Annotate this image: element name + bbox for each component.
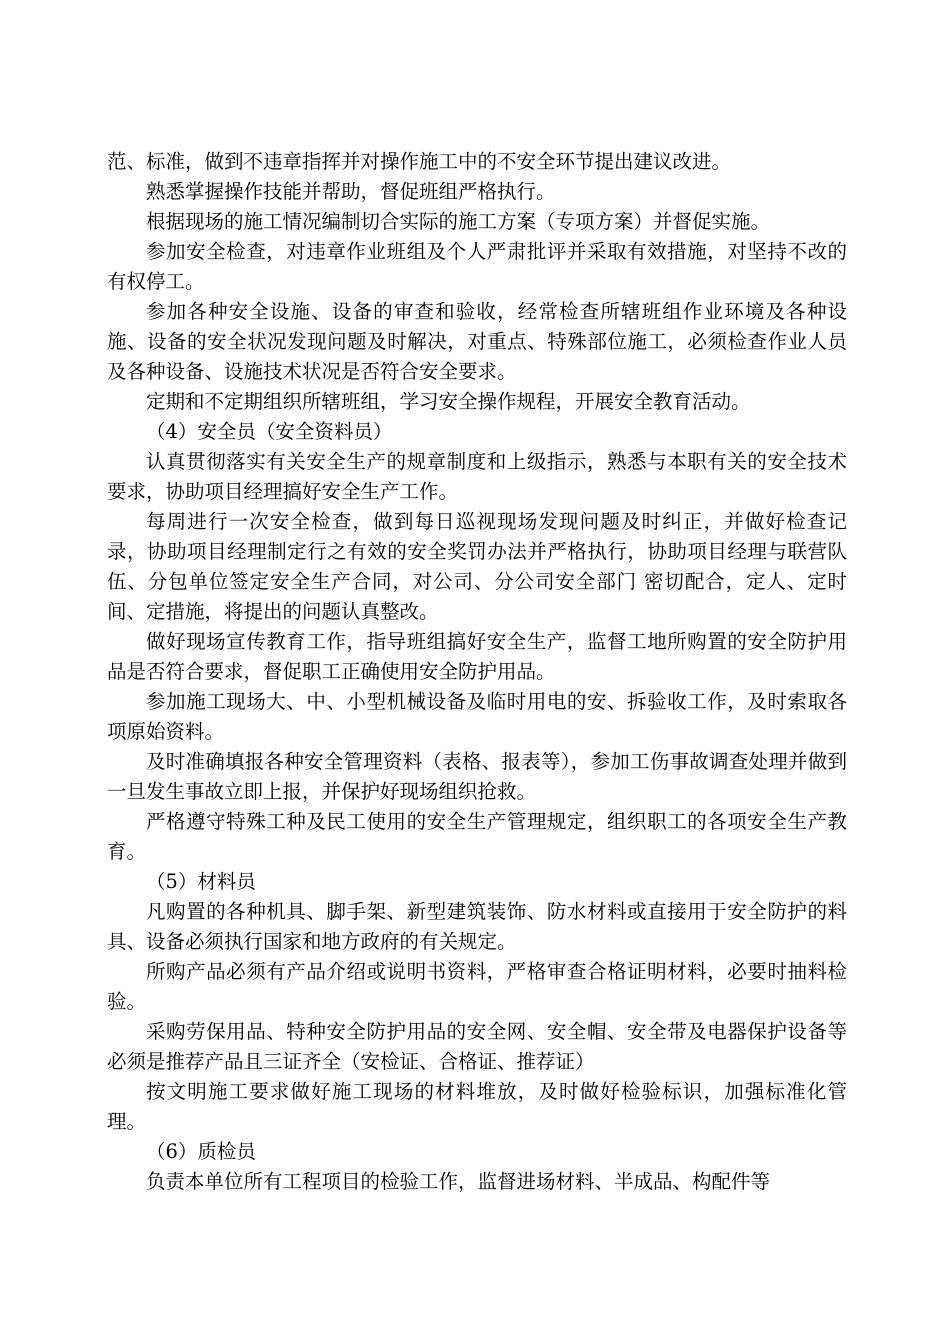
paragraph: 负责本单位所有工程项目的检验工作，监督进场材料、半成品、构配件等 bbox=[146, 1170, 771, 1193]
document-body bbox=[107, 147, 847, 1197]
paragraph: 凡购置的各种机具、脚手架、新型建筑装饰、防水材料或直接用于安全防护的料具、设备必须执行国家和地方政府的有关规定。 bbox=[107, 900, 847, 953]
paragraph: 做好现场宣传教育工作，指导班组搞好安全生产，监督工地所购置的安全防护用品是否符合要求，督促职工正确使用安全防护用品。 bbox=[107, 630, 847, 683]
paragraph: 严格遵守特殊工种及民工使用的安全生产管理规定，组织职工的各项安全生产教育。 bbox=[107, 810, 847, 863]
paragraph: 参加安全检查，对违章作业班组及个人严肃批评并采取有效措施，对坚持不改的有权停工。 bbox=[107, 240, 847, 293]
paragraph: 按文明施工要求做好施工现场的材料堆放，及时做好检验标识，加强标准化管理。 bbox=[107, 1080, 847, 1133]
paragraph: 及时准确填报各种安全管理资料（表格、报表等），参加工伤事故调查处理并做到一旦发生事故立即上报，并保护好现场组织抢救。 bbox=[107, 750, 847, 803]
section-heading-quality-inspector: （6）质检员 bbox=[146, 1140, 256, 1163]
paragraph: 每周进行一次安全检查，做到每日巡视现场发现问题及时纠正，并做好检查记录，协助项目经理制定行之有效的安全奖罚办法并严格执行，协助项目经理与联营队伍、分包单位签定安全生产合同，对公司、分公司安全部门 密切配合，定人、定时间、定措施，将提出的问题认真整改。 bbox=[107, 510, 847, 623]
paragraph: 所购产品必须有产品介绍或说明书资料，严格审查合格证明材料，必要时抽料检验。 bbox=[107, 960, 847, 1013]
section-heading-material-officer: （5）材料员 bbox=[146, 870, 256, 893]
paragraph: 认真贯彻落实有关安全生产的规章制度和上级指示，熟悉与本职有关的安全技术要求，协助项目经理搞好安全生产工作。 bbox=[107, 450, 847, 503]
paragraph-continuation: 范、标准，做到不违章指挥并对操作施工中的不安全环节提出建议改进。 bbox=[107, 150, 732, 173]
paragraph: 根据现场的施工情况编制切合实际的施工方案（专项方案）并督促实施。 bbox=[146, 210, 771, 233]
section-heading-safety-officer: （4）安全员（安全资料员） bbox=[146, 420, 393, 443]
paragraph: 定期和不定期组织所辖班组，学习安全操作规程，开展安全教育活动。 bbox=[146, 390, 751, 413]
paragraph: 参加各种安全设施、设备的审查和验收，经常检查所辖班组作业环境及各种设施、设备的安全状况发现问题及时解决，对重点、特殊部位施工，必须检查作业人员及各种设备、设施技术状况是否符合安全要求。 bbox=[107, 300, 847, 383]
paragraph: 参加施工现场大、中、小型机械设备及临时用电的安、拆验收工作，及时索取各项原始资料。 bbox=[107, 690, 847, 743]
paragraph: 熟悉掌握操作技能并帮助，督促班组严格执行。 bbox=[146, 180, 556, 203]
paragraph: 采购劳保用品、特种安全防护用品的安全网、安全帽、安全带及电器保护设备等必须是推荐产品且三证齐全（安检证、合格证、推荐证） bbox=[107, 1020, 847, 1073]
